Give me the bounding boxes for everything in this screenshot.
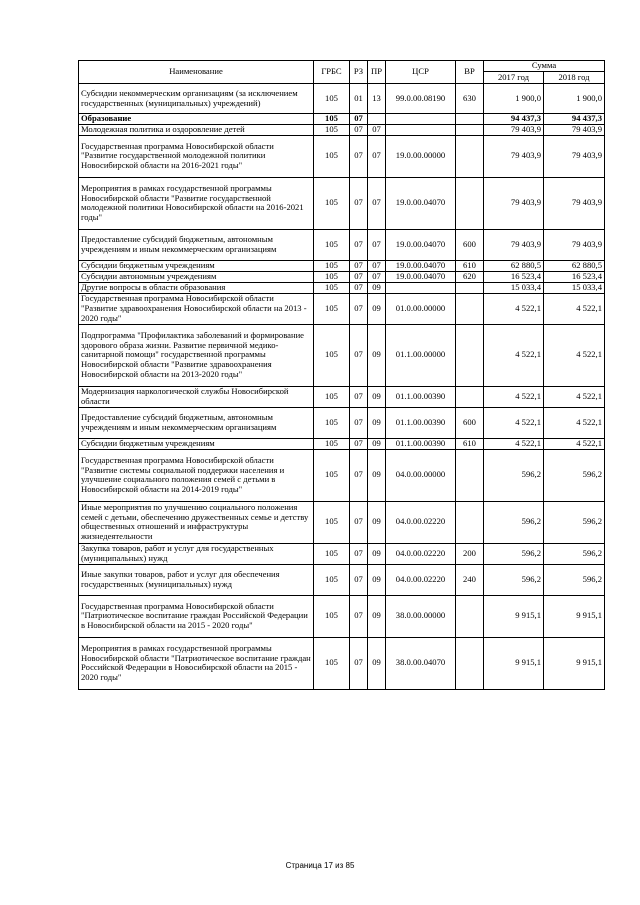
cell-csr: 01.0.00.00000 [386, 293, 456, 324]
cell-sum-2017: 4 522,1 [484, 324, 544, 386]
cell-sum-2017: 596,2 [484, 501, 544, 543]
header-year-2017: 2017 год [484, 72, 544, 84]
cell-pr: 09 [368, 407, 386, 438]
cell-sum-2018: 596,2 [544, 501, 605, 543]
cell-sum-2017: 9 915,1 [484, 595, 544, 637]
table-row [79, 271, 605, 282]
cell-sum-2017: 4 522,1 [484, 438, 544, 449]
cell-sum-2017: 596,2 [484, 449, 544, 501]
cell-vr [456, 282, 484, 293]
table-row [79, 407, 605, 438]
cell-name: Субсидии бюджетным учреждениям [79, 260, 314, 271]
cell-csr: 99.0.00.08190 [386, 84, 456, 114]
cell-sum-2018: 1 900,0 [544, 84, 605, 114]
table-row [79, 229, 605, 260]
cell-grbs: 105 [314, 293, 350, 324]
cell-name: Закупка товаров, работ и услуг для государственных (муниципальных) нужд [79, 543, 314, 564]
cell-csr: 04.0.00.02220 [386, 564, 456, 595]
cell-vr: 610 [456, 438, 484, 449]
cell-sum-2018: 79 403,9 [544, 229, 605, 260]
cell-sum-2018: 596,2 [544, 449, 605, 501]
cell-rz: 07 [350, 282, 368, 293]
cell-name: Субсидии автономным учреждениям [79, 271, 314, 282]
table-row [79, 324, 605, 386]
cell-grbs: 105 [314, 501, 350, 543]
cell-sum-2018: 16 523,4 [544, 271, 605, 282]
header-year-2018: 2018 год [544, 72, 605, 84]
table-row [79, 135, 605, 177]
cell-name: Мероприятия в рамках государственной программы Новосибирской области "Патриотическое воспитание граждан Российской Федерации в Новосибирской области на 2015 - 2020 годы" [79, 637, 314, 689]
cell-csr: 19.0.00.04070 [386, 260, 456, 271]
cell-csr [386, 282, 456, 293]
cell-pr: 09 [368, 595, 386, 637]
cell-grbs: 105 [314, 407, 350, 438]
cell-vr: 610 [456, 260, 484, 271]
cell-grbs: 105 [314, 543, 350, 564]
cell-sum-2017: 4 522,1 [484, 386, 544, 407]
cell-grbs: 105 [314, 177, 350, 229]
cell-name: Государственная программа Новосибирской области "Развитие системы социальной поддержки населения и улучшение социального положения семей с детьми в Новосибирской области на 2014-2019 годы" [79, 449, 314, 501]
cell-sum-2018: 4 522,1 [544, 438, 605, 449]
cell-vr [456, 124, 484, 135]
cell-grbs: 105 [314, 595, 350, 637]
cell-csr [386, 114, 456, 125]
cell-name: Субсидии некоммерческим организациям (за исключением государственных (муниципальных) учреждений) [79, 84, 314, 114]
cell-name: Иные закупки товаров, работ и услуг для обеспечения государственных (муниципальных) нужд [79, 564, 314, 595]
table-body [79, 84, 605, 690]
cell-sum-2018: 15 033,4 [544, 282, 605, 293]
cell-pr: 07 [368, 260, 386, 271]
cell-sum-2017: 79 403,9 [484, 177, 544, 229]
cell-csr: 01.1.00.00000 [386, 324, 456, 386]
cell-rz: 07 [350, 324, 368, 386]
cell-rz: 07 [350, 386, 368, 407]
cell-rz: 07 [350, 595, 368, 637]
cell-sum-2018: 9 915,1 [544, 595, 605, 637]
cell-sum-2018: 4 522,1 [544, 293, 605, 324]
cell-rz: 07 [350, 637, 368, 689]
cell-sum-2017: 79 403,9 [484, 135, 544, 177]
cell-sum-2018: 4 522,1 [544, 407, 605, 438]
cell-sum-2018: 94 437,3 [544, 114, 605, 125]
cell-sum-2018: 4 522,1 [544, 324, 605, 386]
cell-grbs: 105 [314, 84, 350, 114]
cell-csr: 01.1.00.00390 [386, 407, 456, 438]
cell-sum-2017: 4 522,1 [484, 407, 544, 438]
cell-vr: 200 [456, 543, 484, 564]
cell-csr: 04.0.00.02220 [386, 501, 456, 543]
table-row [79, 84, 605, 114]
cell-sum-2018: 79 403,9 [544, 135, 605, 177]
cell-grbs: 105 [314, 260, 350, 271]
cell-grbs: 105 [314, 271, 350, 282]
cell-pr: 09 [368, 637, 386, 689]
cell-sum-2017: 62 880,5 [484, 260, 544, 271]
cell-pr: 07 [368, 177, 386, 229]
cell-grbs: 105 [314, 124, 350, 135]
cell-sum-2017: 4 522,1 [484, 293, 544, 324]
table-row [79, 564, 605, 595]
cell-sum-2018: 4 522,1 [544, 386, 605, 407]
cell-vr: 240 [456, 564, 484, 595]
cell-pr: 09 [368, 324, 386, 386]
page-number: Страница 17 из 85 [285, 861, 355, 870]
cell-grbs: 105 [314, 282, 350, 293]
cell-sum-2017: 9 915,1 [484, 637, 544, 689]
cell-vr [456, 293, 484, 324]
cell-pr: 09 [368, 293, 386, 324]
table-row [79, 282, 605, 293]
cell-name: Государственная программа Новосибирской области "Патриотическое воспитание граждан Российской Федерации в Новосибирской области на 2015 - 2020 годы" [79, 595, 314, 637]
cell-rz: 01 [350, 84, 368, 114]
cell-name: Подпрограмма "Профилактика заболеваний и формирование здорового образа жизни. Развитие первичной медико-санитарной помощи" государственной программы Новосибирской области "Развитие здравоохранения Новосибирской области на 2013-2020 годы" [79, 324, 314, 386]
cell-pr: 07 [368, 229, 386, 260]
cell-rz: 07 [350, 293, 368, 324]
header-grbs: ГРБС [314, 61, 350, 84]
cell-csr: 38.0.00.04070 [386, 637, 456, 689]
cell-pr: 13 [368, 84, 386, 114]
cell-sum-2017: 596,2 [484, 543, 544, 564]
cell-csr: 38.0.00.00000 [386, 595, 456, 637]
cell-pr: 09 [368, 282, 386, 293]
table-row [79, 293, 605, 324]
cell-pr: 07 [368, 135, 386, 177]
table-row [79, 114, 605, 125]
cell-name: Модернизация наркологической службы Новосибирской области [79, 386, 314, 407]
cell-vr: 620 [456, 271, 484, 282]
table-row [79, 449, 605, 501]
cell-grbs: 105 [314, 114, 350, 125]
cell-pr: 09 [368, 543, 386, 564]
cell-name: Государственная программа Новосибирской области "Развитие государственной молодежной политики Новосибирской области на 2016-2021 годы" [79, 135, 314, 177]
cell-rz: 07 [350, 449, 368, 501]
cell-csr: 19.0.00.04070 [386, 271, 456, 282]
cell-name: Государственная программа Новосибирской области "Развитие здравоохранения Новосибирской области на 2013 - 2020 годы" [79, 293, 314, 324]
cell-csr: 01.1.00.00390 [386, 386, 456, 407]
header-csr: ЦСР [386, 61, 456, 84]
cell-grbs: 105 [314, 564, 350, 595]
cell-vr [456, 449, 484, 501]
cell-csr: 04.0.00.02220 [386, 543, 456, 564]
cell-vr [456, 637, 484, 689]
cell-sum-2017: 79 403,9 [484, 124, 544, 135]
cell-vr [456, 177, 484, 229]
cell-csr [386, 124, 456, 135]
cell-pr: 07 [368, 124, 386, 135]
cell-vr [456, 324, 484, 386]
cell-rz: 07 [350, 229, 368, 260]
cell-csr: 19.0.00.04070 [386, 229, 456, 260]
cell-sum-2018: 9 915,1 [544, 637, 605, 689]
cell-rz: 07 [350, 438, 368, 449]
cell-sum-2018: 596,2 [544, 543, 605, 564]
cell-name: Предоставление субсидий бюджетным, автономным учреждениям и иным некоммерческим организациям [79, 407, 314, 438]
table-row [79, 637, 605, 689]
cell-rz: 07 [350, 564, 368, 595]
table-row [79, 177, 605, 229]
cell-grbs: 105 [314, 135, 350, 177]
cell-name: Другие вопросы в области образования [79, 282, 314, 293]
table-row [79, 438, 605, 449]
cell-name: Мероприятия в рамках государственной программы Новосибирской области "Развитие государственной молодежной политики Новосибирской области на 2016-2021 годы" [79, 177, 314, 229]
cell-grbs: 105 [314, 637, 350, 689]
cell-sum-2018: 62 880,5 [544, 260, 605, 271]
header-pr: ПР [368, 61, 386, 84]
cell-name: Молодежная политика и оздоровление детей [79, 124, 314, 135]
cell-vr [456, 595, 484, 637]
cell-rz: 07 [350, 177, 368, 229]
cell-sum-2018: 79 403,9 [544, 124, 605, 135]
cell-vr: 600 [456, 407, 484, 438]
cell-sum-2018: 79 403,9 [544, 177, 605, 229]
cell-pr: 09 [368, 438, 386, 449]
cell-pr [368, 114, 386, 125]
cell-rz: 07 [350, 407, 368, 438]
cell-rz: 07 [350, 543, 368, 564]
cell-sum-2017: 94 437,3 [484, 114, 544, 125]
cell-name: Предоставление субсидий бюджетным, автономным учреждениям и иным некоммерческим организациям [79, 229, 314, 260]
cell-grbs: 105 [314, 386, 350, 407]
cell-sum-2017: 15 033,4 [484, 282, 544, 293]
cell-vr [456, 135, 484, 177]
cell-pr: 09 [368, 501, 386, 543]
table-row [79, 260, 605, 271]
cell-grbs: 105 [314, 449, 350, 501]
cell-csr: 01.1.00.00390 [386, 438, 456, 449]
cell-pr: 09 [368, 386, 386, 407]
cell-name: Иные мероприятия по улучшению социального положения семей с детьми, обеспечению дружественных семье и детству общественных отношений и инфраструктуры жизнедеятельности [79, 501, 314, 543]
cell-name: Образование [79, 114, 314, 125]
cell-sum-2017: 596,2 [484, 564, 544, 595]
table-row [79, 543, 605, 564]
cell-grbs: 105 [314, 324, 350, 386]
header-rz: РЗ [350, 61, 368, 84]
cell-rz: 07 [350, 501, 368, 543]
cell-pr: 09 [368, 564, 386, 595]
cell-csr: 19.0.00.00000 [386, 135, 456, 177]
header-sum: Сумма [484, 61, 605, 72]
cell-grbs: 105 [314, 438, 350, 449]
cell-vr [456, 501, 484, 543]
cell-rz: 07 [350, 135, 368, 177]
cell-rz: 07 [350, 271, 368, 282]
cell-rz: 07 [350, 114, 368, 125]
cell-sum-2017: 1 900,0 [484, 84, 544, 114]
cell-vr: 600 [456, 229, 484, 260]
cell-grbs: 105 [314, 229, 350, 260]
cell-pr: 09 [368, 449, 386, 501]
cell-sum-2018: 596,2 [544, 564, 605, 595]
cell-pr: 07 [368, 271, 386, 282]
header-vr: ВР [456, 61, 484, 84]
cell-vr: 630 [456, 84, 484, 114]
table-row [79, 595, 605, 637]
table-row [79, 501, 605, 543]
header-name: Наименование [79, 61, 314, 84]
cell-csr: 19.0.00.04070 [386, 177, 456, 229]
cell-sum-2017: 79 403,9 [484, 229, 544, 260]
table-row [79, 386, 605, 407]
cell-csr: 04.0.00.00000 [386, 449, 456, 501]
cell-name: Субсидии бюджетным учреждениям [79, 438, 314, 449]
cell-vr [456, 114, 484, 125]
cell-vr [456, 386, 484, 407]
budget-table [78, 60, 605, 690]
cell-rz: 07 [350, 124, 368, 135]
table-row [79, 124, 605, 135]
cell-sum-2017: 16 523,4 [484, 271, 544, 282]
cell-rz: 07 [350, 260, 368, 271]
